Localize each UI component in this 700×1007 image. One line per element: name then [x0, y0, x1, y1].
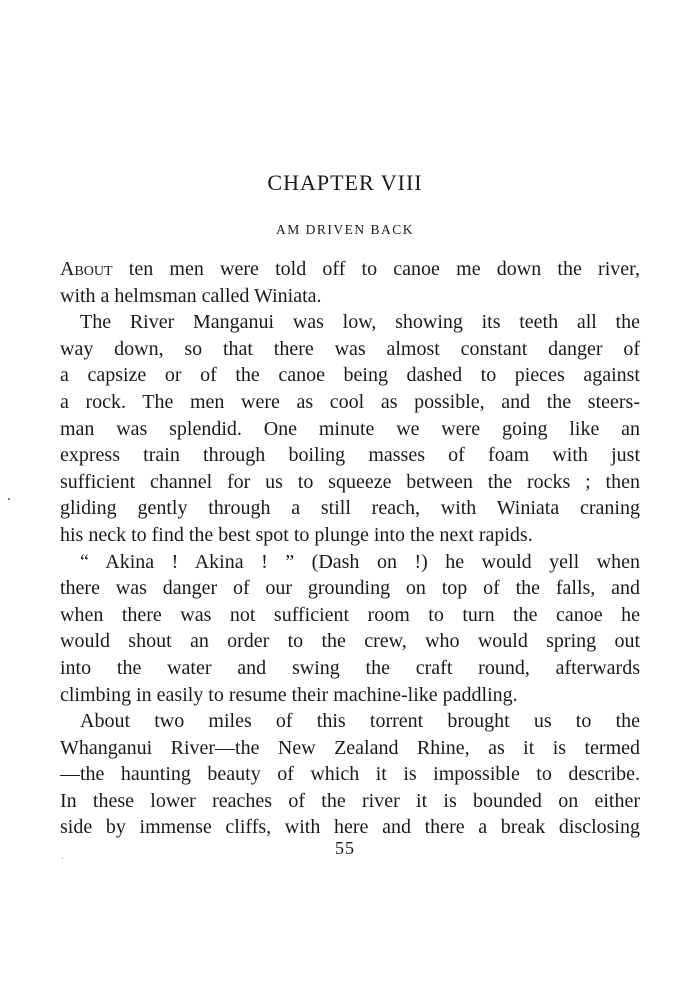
text-line-content: ten men were told off to canoe me down the river, — [112, 258, 640, 280]
text-line: a capsize or of the canoe being dashed to pieces against — [60, 364, 640, 387]
scan-speck — [62, 858, 63, 859]
scan-speck — [8, 498, 10, 500]
chapter-title: CHAPTER VIII — [267, 170, 423, 195]
page-number: 55 — [335, 838, 355, 858]
text-line: would shout an order to the crew, who would spring out — [60, 630, 640, 653]
text-line: —the haunting beauty of which it is impossible to describe. — [60, 763, 640, 786]
text-line: gliding gently through a still reach, with Winiata craning — [60, 497, 640, 520]
text-line: with a helmsman called Winiata. — [60, 284, 322, 307]
text-line: express train through boiling masses of foam with just — [60, 444, 640, 467]
text-line: In these lower reaches of the river it is bounded on either — [60, 789, 640, 812]
text-line: when there was not sufficient room to turn the canoe he — [60, 603, 640, 626]
text-line: a rock. The men were as cool as possible, and the steers- — [60, 390, 640, 413]
body-text — [60, 256, 640, 841]
text-line: climbing in easily to resume their machine-like paddling. — [60, 683, 518, 706]
text-line: way down, so that there was almost constant danger of — [60, 337, 640, 360]
text-line: sufficient channel for us to squeeze between the rocks ; then — [60, 470, 640, 493]
text-line — [60, 256, 640, 283]
text-line: there was danger of our grounding on top of the falls, and — [60, 577, 640, 600]
chapter-subtitle: AM DRIVEN BACK — [275, 222, 414, 237]
text-line: side by immense cliffs, with here and there a break disclosing — [60, 816, 640, 839]
text-line: Whanganui River—the New Zealand Rhine, as it is termed — [60, 736, 640, 759]
text-line: About two miles of this torrent brought us to the — [80, 710, 640, 733]
text-line: “ Akina ! Akina ! ” (Dash on !) he would yell when — [80, 550, 640, 573]
text-line: into the water and swing the craft round, afterwards — [60, 656, 640, 679]
text-line: man was splendid. One minute we were going like an — [60, 417, 640, 440]
text-line: his neck to find the best spot to plunge into the next rapids. — [60, 523, 533, 546]
text-line: The River Manganui was low, showing its teeth all the — [80, 311, 640, 334]
opening-word: About — [60, 258, 113, 280]
